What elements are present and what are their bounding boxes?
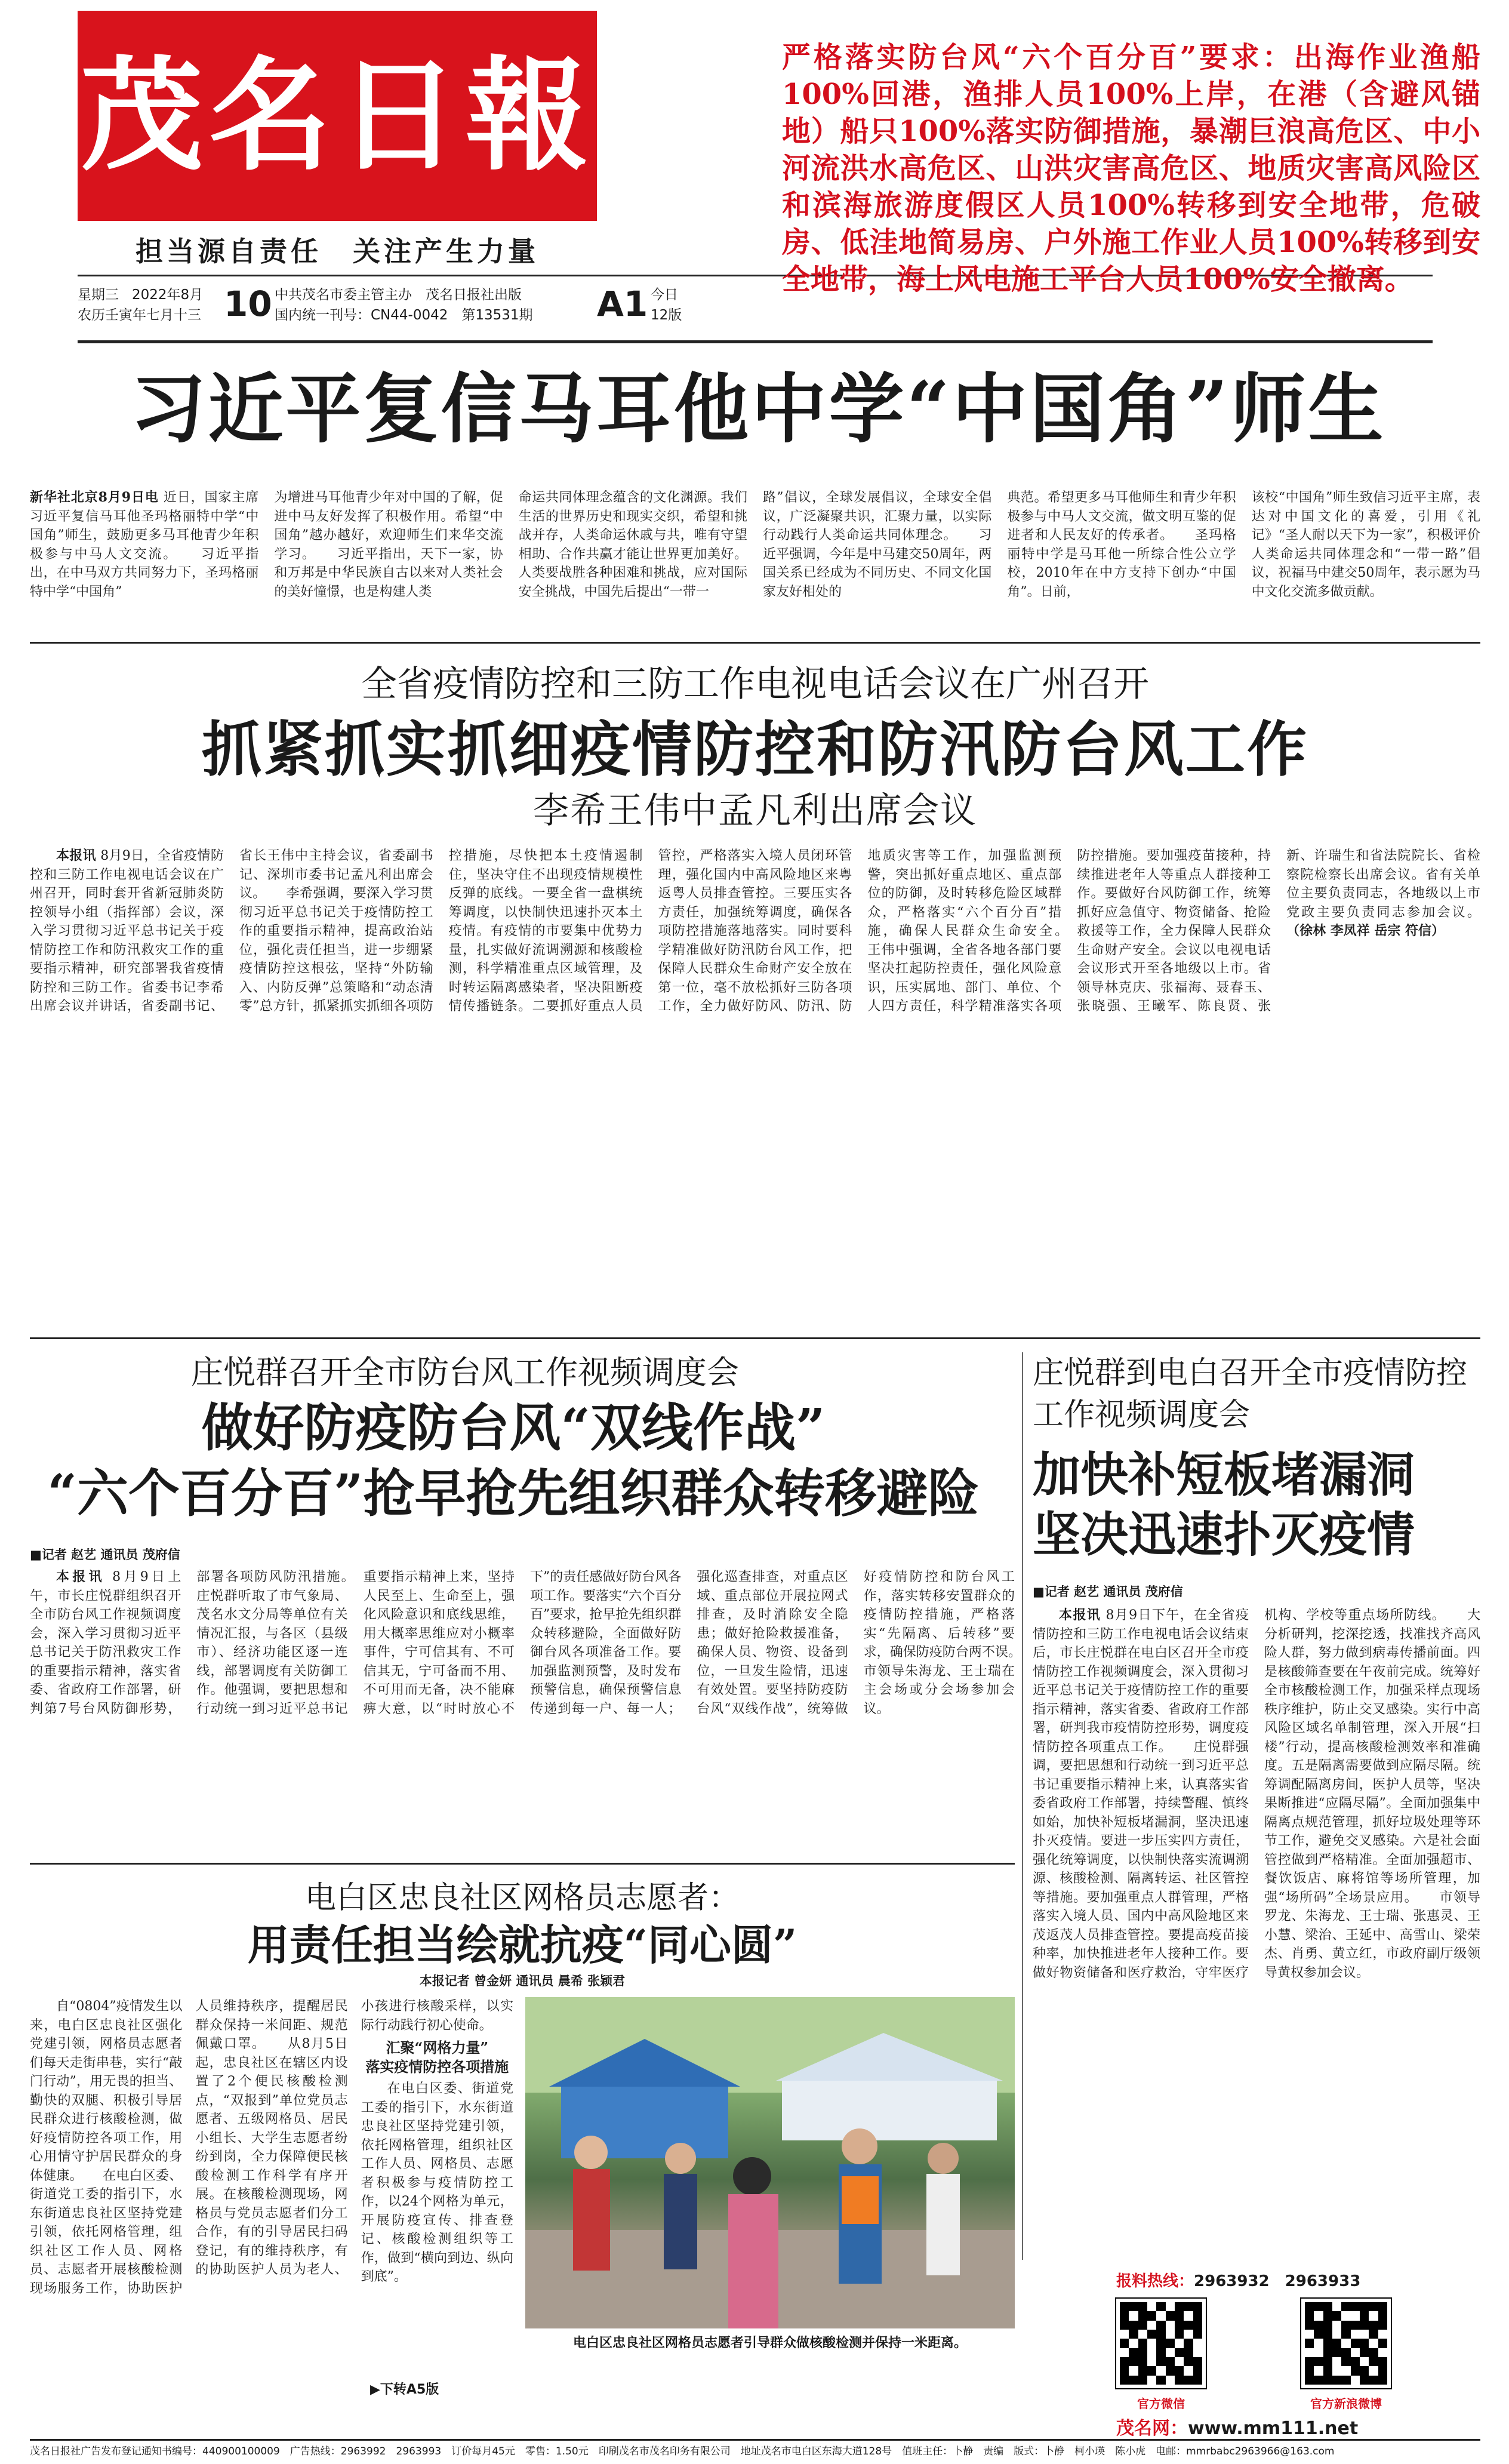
rule-4	[30, 1863, 1015, 1865]
footer-info: 茂名日报社广告发布登记通知书编号：440900100009 广告热线：2963992 2963993 订价每月45元 零售：1.50元 印刷茂名市茂名印务有限公司 地址茂名市电白区东海大道128号 值班主任：卜静 责编 版式：卜静 柯小瑛 陈小虎 电邮：mmrbabc2963966@163.com	[30, 2445, 1335, 2457]
pages-label: 今日	[651, 287, 678, 303]
story5-photo-caption: 电白区忠良社区网格员志愿者引导群众做核酸检测并保持一米距离。	[572, 2336, 967, 2351]
story3-title-1: 做好防疫防台风“双线作战”	[201, 1398, 826, 1458]
story2-kicker: 全省疫情防控和三防工作电视电话会议在广州召开	[361, 663, 1149, 705]
masthead-slogan: 担当源自责任 关注产生力量	[135, 235, 539, 267]
headline-col-2: 为增进马耳他青少年对中国的了解，促进中马友好发挥了积极作用。希望“中国角”越办越好，欢迎师生们来华交流学习。 习近平指出，天下一家，协和万邦是中华民族自古以来对人类社会的美好憧憬，也是构建人类	[274, 490, 503, 599]
sponsor-line: 中共茂名市委主管主办 茂名日报社出版	[275, 287, 522, 303]
story3-title-2: “六个百分百”抢早抢先组织群众转移避险	[47, 1463, 980, 1524]
story5-byline: 本报记者 曾金妍 通讯员 晨希 张颖君	[419, 1974, 626, 1988]
story2-subtitle: 李希王伟中孟凡利出席会议	[533, 790, 977, 832]
issn-line: 国内统一刊号：CN44-0042 第13531期	[275, 307, 533, 323]
issue-date: 2022年8月	[131, 287, 204, 303]
story5-text: 自“0804”疫情发生以来，电白区忠良社区强化党建引领，网格员志愿者们每天走街串巷，实行“敲门行动”，用无畏的担当、勤快的双腿、积极引导居民群众进行核酸检测，做好疫情防控各项工作，用心用情守护居民群众的身体健康。 在电白区委、街道党工委的指引下，水东街道忠良社区坚持党建引领，依托网格管理，组织社区工作人员、网格员、志愿者开展核酸检测现场服务工作，协助医护人员维持秩序，提醒居民群众保持一米间距、规范佩戴口罩。 从8月5日起，忠良社区在辖区内设置了2个便民核酸检测点，“双报到”单位党员志愿者、五级网格员、居民小组长、大学生志愿者纷纷到岗，全力保障便民核酸检测工作科学有序开展。在核酸检测现场，网格员与党员志愿者们分工合作，有的引导居民扫码登记，有的维持秩序，有的协助医护人员为老人、小孩进行核酸采样，以实际行动践行初心使命。	[30, 1999, 513, 2296]
headline-col-5: 典范。希望更多马耳他师生和青少年积极参与中马人文交流，做文明互鉴的促进者和人民友好的传承者。 圣玛格丽特中学是马耳他一所综合性公立学校，2010年在中方支持下创办“中国角”。日前，	[1007, 490, 1236, 599]
wechat-qr-icon[interactable]	[1116, 2299, 1206, 2388]
issue-day: 10	[224, 284, 272, 324]
hotline-label: 报料热线：	[1116, 2272, 1194, 2290]
story3-byline: ■记者 赵艺 通讯员 茂府信	[30, 1548, 180, 1562]
headline-body	[30, 488, 1480, 626]
story4-text: 8月9日下午，在全省疫情防控和三防工作电视电话会议结束后，市长庄悦群在电白区召开全市疫情防控工作视频调度会，深入贯彻习近平总书记关于疫情防控工作的重要指示精神，落实省委、省政府工作部署，研判我市疫情防控形势，调度疫情防控各项重点工作。 庄悦群强调，要把思想和行动统一到习近平总书记重要指示精神上来，认真落实省委省政府工作部署，持续警醒、慎终如始，加快补短板堵漏洞，坚决迅速扑灭疫情。要进一步压实四方责任，强化统筹调度，以快制快落实流调溯源、核酸检测、隔离转运、社区管控等措施。要加强重点人群管理，严格落实入境人员、国内中高风险地区来茂返茂人员排查管控。要提高疫苗接种率，加快推进老年人接种工作。要做好物资储备和医疗救治，守牢医疗机构、学校等重点场所防线。 大分析研判，挖深挖透，找准找齐高风险人群，努力做到病毒传播前面。四是核酸筛查要在午夜前完成。统筹好全市核酸检测工作，加强采样点现场秩序维护，防止交叉感染。实行中高风险区域名单制管理，深入开展“扫楼”行动，提高核酸检测效率和准确度。五是隔离需要做到应隔尽隔。统筹调配隔离房间，医护人员等，坚决果断推进“应隔尽隔”。全面加强集中隔离点规范管理，抓好垃圾处理等环节工作，避免交叉感染。六是社会面管控做到严格精准。全面加强超市、餐饮饭店、麻将馆等场所管理，加强“场所码”全场景应用。 市领导罗龙、朱海龙、王士瑞、张惠灵、王小慧、梁治、王延中、高雪山、梁荣杰、肖勇、黄立红，市政府副厅级领导黄权参加会议。	[1033, 1608, 1480, 1980]
masthead-issue-block	[78, 285, 806, 327]
website-label: 茂名网：	[1116, 2418, 1188, 2439]
headline-title: 习近平复信马耳他中学“中国角”师生	[130, 365, 1386, 453]
story4-title-2: 坚决迅速扑灭疫情	[1033, 1506, 1415, 1562]
wechat-label: 官方微信	[1137, 2397, 1185, 2411]
footer-rule	[30, 2439, 1480, 2441]
weibo-label: 官方新浪微博	[1310, 2397, 1382, 2411]
story4-divider	[1022, 1352, 1023, 2260]
top-notice: 严格落实防台风“六个百分百”要求：出海作业渔船100%回港，渔排人员100%上岸，在港（含避风锚地）船只100%落实防御措施，暴潮巨浪高危区、中小河流洪水高危区、山洪灾害高危区、地质灾害高风险区和滨海旅游度假区人员100%转移到安全地带，危破房、低洼地简易房、户外施工作业人员100%转移到安全地带，海上风电施工平台人员100%安全撤离。	[782, 41, 1480, 296]
weekday: 星期三	[78, 287, 119, 303]
story4-lead-source: 本报讯	[1059, 1607, 1101, 1623]
story2-lead-source: 本报讯	[56, 848, 96, 863]
masthead-logo: 茂名日報	[81, 44, 594, 187]
story4-title-1: 加快补短板堵漏洞	[1033, 1447, 1415, 1503]
masthead-logo-box	[78, 11, 597, 221]
story2-title: 抓紧抓实抓细疫情防控和防汛防台风工作	[202, 714, 1308, 785]
lunar-date: 农历壬寅年七月十三	[78, 307, 201, 323]
rule-2	[30, 642, 1480, 644]
story5-subtext: 在电白区委、街道党工委的指引下，水东街道忠良社区坚持党建引领，依托网格管理，组织社区工作人员、网格员、志愿者积极参与疫情防控工作，以24个网格为单元，开展防疫宣传、排查登记、核酸检测组织等工作，做到“横向到边、纵向到底”。	[361, 2081, 513, 2284]
rule-below-masthead	[78, 340, 1433, 343]
story5-body	[30, 1997, 513, 2367]
photo-scene-icon	[525, 1997, 1015, 2328]
story3-lead-source: 本报讯	[56, 1569, 105, 1585]
story4-byline: ■记者 赵艺 通讯员 茂府信	[1033, 1585, 1183, 1599]
page-number: A1	[597, 284, 648, 324]
website-url: www.mm111.net	[1188, 2418, 1359, 2439]
hotline	[1116, 2269, 1360, 2291]
story5-subheading	[361, 2038, 513, 2076]
story5-title-1: 电白区忠良社区网格员志愿者：	[304, 1880, 740, 1916]
story3-text: 8月9日上午，市长庄悦群组织召开全市防台风工作视频调度会，深入学习贯彻习近平总书记关于防汛救灾工作的重要指示精神，落实省委、省政府工作部署，研判第7号台风防御形势，部署各项防风防汛措施。 庄悦群听取了市气象局、茂名水文分局等单位有关情况汇报，与各区（县级市）、经济功能区逐一连线，部署调度有关防御工作。他强调，要把思想和行动统一到习近平总书记重要指示精神上来，坚持人民至上、生命至上，强化风险意识和底线思维，用大概率思维应对小概率事件，宁可信其有、不可信其无，宁可备而不用、不可用而无备，决不能麻痹大意，以“时时放心不下”的责任感做好防台风各项工作。要落实“六个百分百”要求，抢早抢先组织群众转移避险，全面做好防御台风各项准备工作。要加强监测预警，及时发布预警信息，确保预警信息传递到每一户、每一人；强化巡查排查，对重点区域、重点部位开展拉网式排查，及时消除安全隐患；做好抢险救援准备，确保人员、物资、设备到位，一旦发生险情，迅速有效处置。要坚持防疫防台风“双线作战”，统筹做好疫情防控和防台风工作，落实转移安置群众的疫情防控措施，严格落实“先隔离、后转移”要求，确保防疫防台两不误。 市领导朱海龙、王士瑞在主会场或分会场参加会议。	[30, 1570, 1015, 1717]
headline-col-6: 该校“中国角”师生致信习近平主席，表达对中国文化的喜爱，引用《礼记》“圣人耐以天下为一家”，积极评价人类命运共同体理念和“一带一路”倡议，祝福马中建交50周年，表示愿为马中文化交流多做贡献。	[1251, 490, 1480, 599]
story2-body	[30, 847, 1480, 1330]
rule-3	[30, 1337, 1480, 1339]
headline-col-4: 路”倡议，全球发展倡议，全球安全倡议，广泛凝聚共识，汇聚力量，以实际行动践行人类命运共同体理念。 习近平强调，今年是中马建交50周年，两国关系已经成为不同历史、不同文化国家友好相处的	[763, 490, 992, 599]
story3-body	[30, 1568, 1015, 1854]
story2-credit: （徐林 李凤祥 岳宗 符信）	[1286, 923, 1445, 939]
story3-kicker: 庄悦群召开全市防台风工作视频调度会	[191, 1353, 739, 1391]
story5-title-2: 用责任担当绘就抗疫“同心圆”	[247, 1920, 797, 1970]
story5-subheading-2: 落实疫情防控各项措施	[365, 2057, 509, 2075]
weibo-qr-icon[interactable]	[1301, 2299, 1391, 2388]
story4-kicker: 庄悦群到电白召开全市疫情防控工作视频调度会	[1033, 1355, 1468, 1433]
story5-subheading-1: 汇聚“网格力量”	[386, 2039, 489, 2056]
story2-text: 8月9日，全省疫情防控和三防工作电视电话会议在广州召开，同时套开省新冠肺炎防控领导小组（指挥部）会议，深入学习贯彻习近平总书记关于疫情防控工作和防汛救灾工作的重要指示精神，研究部署我省疫情防控和三防工作。省委书记李希出席会议并讲话，省委副书记、省长王伟中主持会议，省委副书记、深圳市委书记孟凡利出席会议。 李希强调，要深入学习贯彻习近平总书记关于疫情防控工作的重要指示精神，提高政治站位，强化责任担当，进一步绷紧疫情防控这根弦，坚持“外防输入、内防反弹”总策略和“动态清零”总方针，抓紧抓实抓细各项防控措施，尽快把本土疫情遏制住，坚决守住不出现疫情规模性反弹的底线。一要全省一盘棋统筹调度，以快制快迅速扑灭本土疫情。有疫情的市要集中优势力量，扎实做好流调溯源和核酸检测，科学精准重点区域管理，及时转运隔离感染者，坚决阻断疫情传播链条。二要抓好重点人员管控，严格落实入境人员闭环管理，强化国内中高风险地区来粤返粤人员排查管控。三要压实各方责任，加强统筹调度，确保各项防控措施落地落实。同时要科学精准做好防汛防台风工作，把保障人民群众生命财产安全放在第一位，毫不放松抓好三防各项工作，全力做好防风、防汛、防地质灾害等工作，加强监测预警，突出抓好重点地区、重点部位的防御，及时转移危险区域群众，严格落实“六个百分百”措施，确保人民群众生命安全。 王伟中强调，全省各地各部门要坚决扛起防控责任，强化风险意识，压实属地、部门、单位、个人四方责任，科学精准落实各项防控措施。要加强疫苗接种，持续推进老年人等重点人群接种工作。要做好台风防御工作，统筹抓好应急值守、物资储备、抢险救援等工作，全力保障人民群众生命财产安全。会议以电视电话会议形式开至各地级以上市。省领导林克庆、张福海、聂春玉、张晓强、王曦军、陈良贤、张新、许瑞生和省法院院长、省检察院检察长出席会议。省有关单位主要负责同志，各地级以上市党政主要负责同志参加会议。	[30, 848, 1480, 1014]
headline-lead-source: 新华社北京8月9日电	[30, 490, 159, 505]
story5-photo	[525, 1997, 1015, 2328]
headline-col-3: 命运共同体理念蕴含的文化渊源。我们生活的世界历史和现实交织，希望和挑战并存，人类命运休戚与共，唯有守望相助、合作共赢才能让世界更加美好。人类要战胜各种困难和挑战，应对国际安全挑战，中国先后提出“一带一	[518, 490, 747, 599]
headline-col-1: 近日，国家主席习近平复信马耳他圣玛格丽特中学“中国角”师生，鼓励更多马耳他青少年积极参与中马人文交流。 习近平指出，在中马双方共同努力下，圣玛格丽特中学“中国角”	[30, 490, 259, 599]
pages-count: 12版	[651, 307, 682, 323]
story5-turn: ▶下转A5版	[370, 2382, 439, 2397]
website-link[interactable]	[1116, 2413, 1358, 2440]
hotline-numbers: 2963932 2963933	[1194, 2272, 1361, 2290]
story4-body	[1033, 1606, 1480, 2254]
